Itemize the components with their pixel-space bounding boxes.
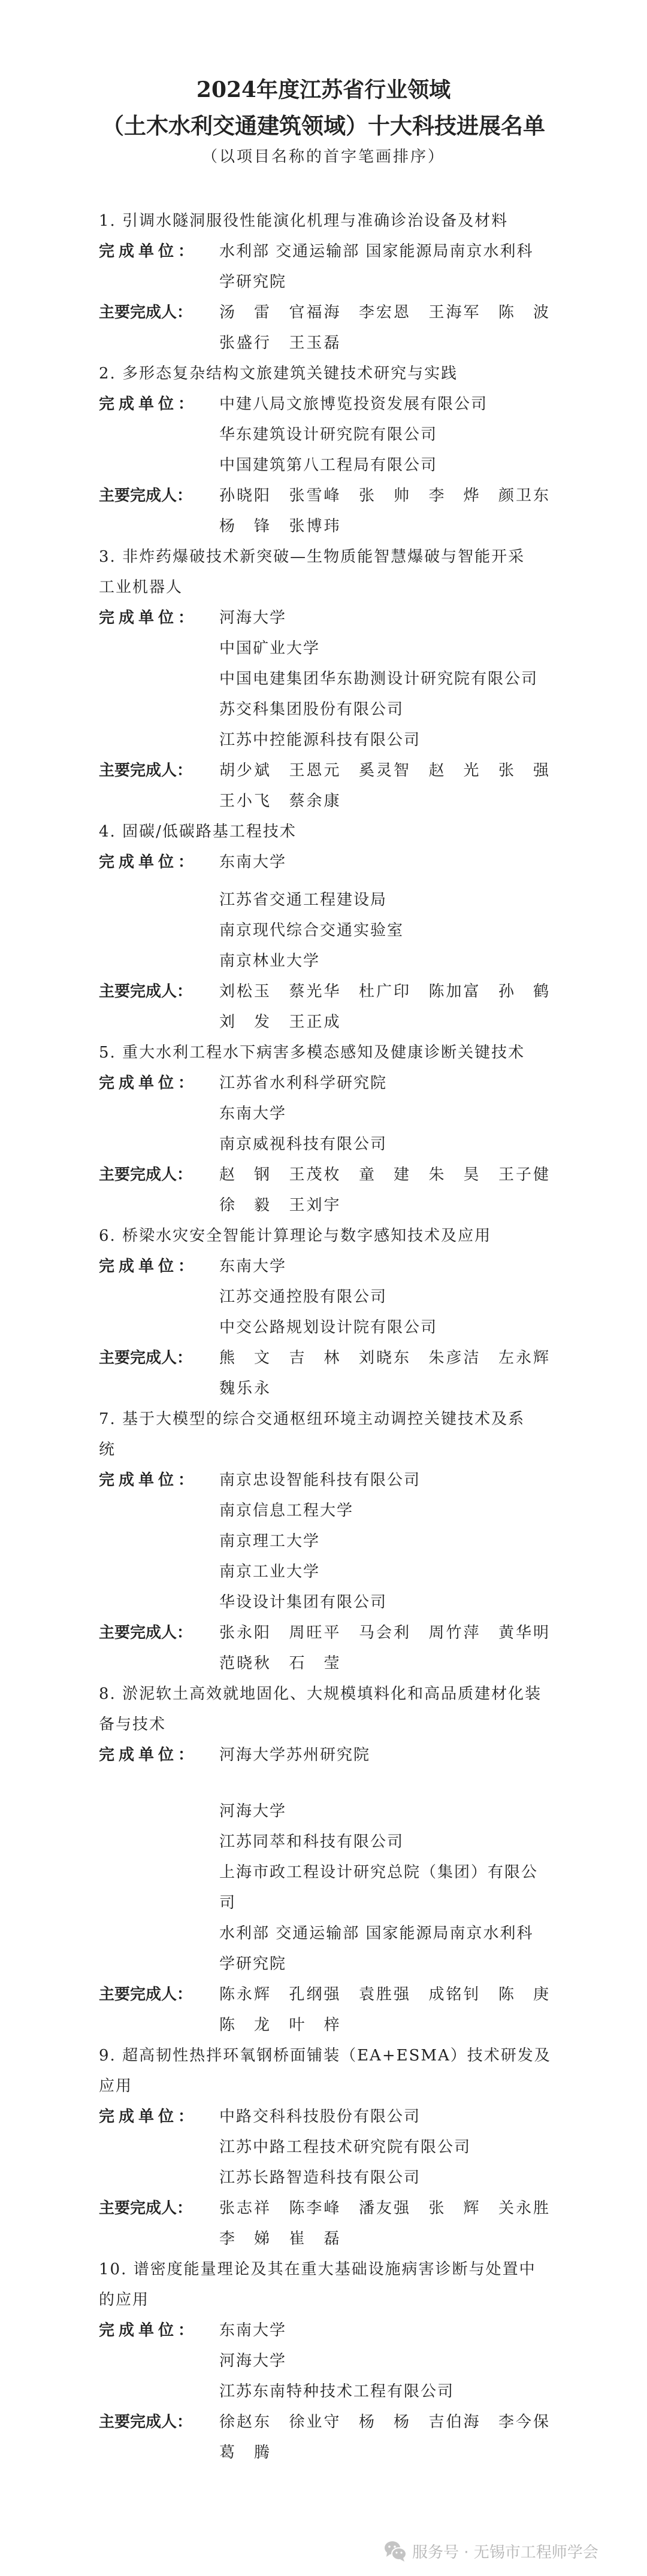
- people-row: [0, 2193, 647, 2224]
- unit-name: 司: [219, 1894, 237, 1912]
- person-name: 王恩元: [289, 762, 340, 780]
- item-title: 2. 多形态复杂结构文旅建筑关键技术研究与实践: [99, 365, 458, 383]
- person-name: 奚灵智: [359, 762, 409, 780]
- item-title: 统: [99, 1441, 116, 1459]
- unit-name: 水利部 交通运输部 国家能源局南京水利科: [219, 243, 534, 260]
- unit-row: [0, 847, 647, 878]
- person-name: 汤雷: [219, 304, 270, 322]
- unit-row: [0, 2132, 647, 2163]
- unit-name: 江苏省交通工程建设局: [219, 891, 388, 909]
- person-name: 关永胜: [498, 2199, 549, 2217]
- person-name: 王玉磊: [289, 334, 340, 352]
- person-name: 范晓秋: [219, 1654, 270, 1672]
- unit-name: 江苏东南特种技术工程有限公司: [219, 2383, 455, 2401]
- person-name: 陈李峰: [289, 2199, 340, 2217]
- unit-name: 河海大学苏州研究院: [219, 1746, 371, 1764]
- people-label: 主要完成人：: [99, 2413, 193, 2431]
- item-title: 10. 谱密度能量理论及其在重大基础设施病害诊断与处置中: [99, 2260, 536, 2278]
- unit-row: [0, 1099, 647, 1129]
- people-row: [0, 1980, 647, 2010]
- units-label: 完成单位：: [99, 2322, 198, 2339]
- people-row: [0, 2438, 647, 2468]
- unit-row: [0, 1919, 647, 1949]
- unit-name: 南京信息工程大学: [219, 1502, 354, 1520]
- page-title-line2: （土木水利交通建筑领域）十大科技进展名单: [102, 113, 545, 139]
- person-name: 左永辉: [498, 1349, 549, 1367]
- unit-name: 南京林业大学: [219, 952, 321, 970]
- person-name: 官福海: [289, 304, 340, 322]
- unit-row: [0, 2163, 647, 2193]
- person-name: 徐赵东: [219, 2413, 270, 2431]
- people-label: 主要完成人：: [99, 1986, 193, 2004]
- unit-row: [0, 1526, 647, 1557]
- item-title: 9. 超高韧性热拌环氧钢桥面铺装（EA+ESMA）技术研发及: [99, 2047, 551, 2065]
- list-item: [0, 1221, 647, 1404]
- unit-row: [0, 885, 647, 916]
- unit-name: 华设设计集团有限公司: [219, 1593, 388, 1611]
- person-name: 李烨: [428, 487, 479, 505]
- unit-name: 河海大学: [219, 2352, 287, 2370]
- list-item: [0, 1679, 647, 2041]
- person-name: 崔磊: [289, 2230, 340, 2248]
- person-name: 王正成: [289, 1013, 340, 1031]
- unit-name: 南京现代综合交通实验室: [219, 922, 404, 940]
- unit-row: [0, 1465, 647, 1496]
- list-item: [0, 359, 647, 542]
- person-name: 张雪峰: [289, 487, 340, 505]
- unit-name: 中国矿业大学: [219, 640, 321, 657]
- units-label: 完成单位：: [99, 1746, 198, 1764]
- unit-row: [0, 389, 647, 420]
- person-name: 杨锋: [219, 517, 270, 535]
- list-item: [0, 817, 647, 1038]
- people-label: 主要完成人：: [99, 983, 193, 1001]
- people-label: 主要完成人：: [99, 1624, 193, 1642]
- person-name: 刘发: [219, 1013, 270, 1031]
- people-row: [0, 786, 647, 817]
- unit-name: 东南大学: [219, 1257, 287, 1275]
- person-name: 葛腾: [219, 2444, 270, 2462]
- unit-row: [0, 1496, 647, 1526]
- unit-name: 江苏同萃和科技有限公司: [219, 1833, 404, 1851]
- people-row: [0, 2010, 647, 2041]
- person-name: 孙晓阳: [219, 487, 270, 505]
- unit-name: 苏交科集团股份有限公司: [219, 701, 404, 719]
- person-name: 张永阳: [219, 1624, 270, 1642]
- item-title: 6. 桥梁水灾安全智能计算理论与数字感知技术及应用: [99, 1227, 492, 1245]
- person-name: 李娣: [219, 2230, 270, 2248]
- person-name: 吉伯海: [428, 2413, 479, 2431]
- person-name: 徐毅: [219, 1196, 270, 1214]
- person-name: 黄华明: [498, 1624, 549, 1642]
- person-name: 孔纲强: [289, 1986, 340, 2004]
- person-name: 孙鹤: [498, 983, 549, 1001]
- unit-row: [0, 2316, 647, 2346]
- page-subtitle: （以项目名称的首字笔画排序）: [201, 148, 445, 166]
- person-name: 张帅: [359, 487, 409, 505]
- person-name: 刘晓东: [359, 1349, 409, 1367]
- item-title: 5. 重大水利工程水下病害多模态感知及健康诊断关键技术: [99, 1044, 525, 1062]
- people-label: 主要完成人：: [99, 1166, 193, 1184]
- unit-row: [0, 450, 647, 481]
- unit-name: 中建八局文旅博览投资发展有限公司: [219, 395, 488, 413]
- unit-name: 学研究院: [219, 273, 287, 291]
- item-title: 3. 非炸药爆破技术新突破—生物质能智慧爆破与智能开采: [99, 548, 525, 566]
- list-item: [0, 2254, 647, 2468]
- unit-name: 东南大学: [219, 1105, 287, 1123]
- people-row: [0, 328, 647, 359]
- person-name: 石莹: [289, 1654, 340, 1672]
- person-name: 张盛行: [219, 334, 270, 352]
- people-label: 主要完成人：: [99, 487, 193, 505]
- person-name: 潘友强: [359, 2199, 409, 2217]
- item-title: 1. 引调水隧洞服役性能演化机理与准确诊治设备及材料: [99, 212, 509, 230]
- person-name: 陈龙: [219, 2016, 270, 2034]
- person-name: 赵钢: [219, 1166, 270, 1184]
- units-label: 完成单位：: [99, 2108, 198, 2126]
- people-row: [0, 1190, 647, 1221]
- person-name: 周竹萍: [428, 1624, 479, 1642]
- unit-row: [0, 2377, 647, 2407]
- item-title: 应用: [99, 2077, 133, 2095]
- people-row: [0, 977, 647, 1007]
- person-name: 李今保: [498, 2413, 549, 2431]
- person-name: 徐业守: [289, 2413, 340, 2431]
- unit-row: [0, 725, 647, 756]
- unit-name: 中交公路规划设计院有限公司: [219, 1319, 438, 1337]
- person-name: 张强: [498, 762, 549, 780]
- unit-name: 水利部 交通运输部 国家能源局南京水利科: [219, 1925, 534, 1942]
- unit-name: 江苏中路工程技术研究院有限公司: [219, 2138, 471, 2156]
- people-label: 主要完成人：: [99, 762, 193, 780]
- unit-row: [0, 916, 647, 946]
- item-title: 4. 固碳/低碳路基工程技术: [99, 823, 297, 841]
- wechat-icon: [383, 2539, 407, 2562]
- unit-name: 江苏省水利科学研究院: [219, 1074, 388, 1092]
- unit-row: [0, 1888, 647, 1919]
- units-label: 完成单位：: [99, 395, 198, 413]
- units-label: 完成单位：: [99, 1074, 198, 1092]
- unit-row: [0, 1796, 647, 1827]
- person-name: 成铭钊: [428, 1986, 479, 2004]
- item-title: 备与技术: [99, 1716, 167, 1734]
- person-name: 朱彦洁: [428, 1349, 479, 1367]
- unit-name: 南京忠设智能科技有限公司: [219, 1471, 421, 1489]
- person-name: 熊文: [219, 1349, 270, 1367]
- people-label: 主要完成人：: [99, 304, 193, 322]
- list-item: [0, 2041, 647, 2254]
- person-name: 李宏恩: [359, 304, 409, 322]
- unit-row: [0, 1068, 647, 1099]
- person-name: 马会利: [359, 1624, 409, 1642]
- unit-row: [0, 1129, 647, 1160]
- person-name: 陈庚: [498, 1986, 549, 2004]
- units-label: 完成单位：: [99, 853, 198, 871]
- unit-row: [0, 420, 647, 450]
- unit-name: 河海大学: [219, 1802, 287, 1820]
- person-name: 王茂枚: [289, 1166, 340, 1184]
- item-title: 工业机器人: [99, 578, 183, 596]
- person-name: 王海军: [428, 304, 479, 322]
- person-name: 张辉: [428, 2199, 479, 2217]
- people-row: [0, 298, 647, 328]
- person-name: 蔡光华: [289, 983, 340, 1001]
- person-name: 刘松玉: [219, 983, 270, 1001]
- item-title: 8. 淤泥软土高效就地固化、大规模填料化和高品质建材化装: [99, 1685, 542, 1703]
- person-name: 颜卫东: [498, 487, 549, 505]
- unit-name: 中路交科科技股份有限公司: [219, 2108, 421, 2126]
- person-name: 吉林: [289, 1349, 340, 1367]
- unit-name: 南京理工大学: [219, 1532, 321, 1550]
- unit-name: 华东建筑设计研究院有限公司: [219, 426, 438, 444]
- person-name: 王子健: [498, 1166, 549, 1184]
- people-row: [0, 1160, 647, 1190]
- unit-row: [0, 1251, 647, 1282]
- person-name: 周旺平: [289, 1624, 340, 1642]
- people-row: [0, 756, 647, 786]
- unit-row: [0, 634, 647, 664]
- units-label: 完成单位：: [99, 243, 198, 260]
- unit-row: [0, 946, 647, 977]
- unit-row: [0, 1313, 647, 1343]
- unit-name: 江苏交通控股有限公司: [219, 1288, 388, 1306]
- unit-name: 学研究院: [219, 1955, 287, 1973]
- people-row: [0, 2407, 647, 2438]
- unit-row: [0, 2346, 647, 2377]
- unit-row: [0, 1857, 647, 1888]
- person-name: 陈加富: [428, 983, 479, 1001]
- unit-name: 江苏中控能源科技有限公司: [219, 731, 421, 749]
- unit-row: [0, 237, 647, 267]
- person-name: 陈永辉: [219, 1986, 270, 2004]
- people-row: [0, 511, 647, 542]
- person-name: 陈波: [498, 304, 549, 322]
- unit-row: [0, 1827, 647, 1857]
- unit-name: 东南大学: [219, 2322, 287, 2339]
- unit-name: 东南大学: [219, 853, 287, 871]
- person-name: 杨杨: [359, 2413, 409, 2431]
- people-label: 主要完成人：: [99, 1349, 193, 1367]
- unit-row: [0, 1557, 647, 1587]
- unit-name: 南京工业大学: [219, 1563, 321, 1581]
- people-row: [0, 481, 647, 511]
- person-name: 胡少斌: [219, 762, 270, 780]
- person-name: 赵光: [428, 762, 479, 780]
- person-name: 张志祥: [219, 2199, 270, 2217]
- people-row: [0, 1648, 647, 1679]
- unit-name: 河海大学: [219, 609, 287, 627]
- unit-row: [0, 1949, 647, 1980]
- people-row: [0, 1007, 647, 1038]
- person-name: 朱昊: [428, 1166, 479, 1184]
- unit-name: 上海市政工程设计研究总院（集团）有限公: [219, 1863, 539, 1881]
- watermark-text: 服务号 · 无锡市工程师学会: [412, 2543, 598, 2562]
- people-row: [0, 1343, 647, 1374]
- person-name: 王小飞: [219, 792, 270, 810]
- person-name: 魏乐永: [219, 1380, 270, 1398]
- list-item: [0, 542, 647, 817]
- person-name: 袁胜强: [359, 1986, 409, 2004]
- unit-name: 南京威视科技有限公司: [219, 1135, 388, 1153]
- person-name: 张博玮: [289, 517, 340, 535]
- person-name: 童建: [359, 1166, 409, 1184]
- units-label: 完成单位：: [99, 609, 198, 627]
- unit-row: [0, 695, 647, 725]
- unit-row: [0, 267, 647, 298]
- award-list: [0, 206, 647, 2468]
- list-item: [0, 1404, 647, 1679]
- item-title: 的应用: [99, 2291, 150, 2309]
- people-label: 主要完成人：: [99, 2199, 193, 2217]
- units-label: 完成单位：: [99, 1471, 198, 1489]
- list-item: [0, 206, 647, 359]
- person-name: 蔡余康: [289, 792, 340, 810]
- unit-row: [0, 1740, 647, 1771]
- unit-row: [0, 603, 647, 634]
- people-row: [0, 2224, 647, 2254]
- unit-row: [0, 2102, 647, 2132]
- unit-row: [0, 664, 647, 695]
- person-name: 叶梓: [289, 2016, 340, 2034]
- person-name: 杜广印: [359, 983, 409, 1001]
- list-item: [0, 1038, 647, 1221]
- people-row: [0, 1374, 647, 1404]
- unit-row: [0, 1587, 647, 1618]
- units-label: 完成单位：: [99, 1257, 198, 1275]
- page-title: 2024年度江苏省行业领域: [196, 77, 451, 102]
- unit-row: [0, 1282, 647, 1313]
- person-name: 王刘宇: [289, 1196, 340, 1214]
- unit-name: 中国建筑第八工程局有限公司: [219, 456, 438, 474]
- unit-name: 江苏长路智造科技有限公司: [219, 2169, 421, 2187]
- people-row: [0, 1618, 647, 1648]
- item-title: 7. 基于大模型的综合交通枢纽环境主动调控关键技术及系: [99, 1410, 525, 1428]
- unit-name: 中国电建集团华东勘测设计研究院有限公司: [219, 670, 539, 688]
- watermark: [383, 2539, 598, 2563]
